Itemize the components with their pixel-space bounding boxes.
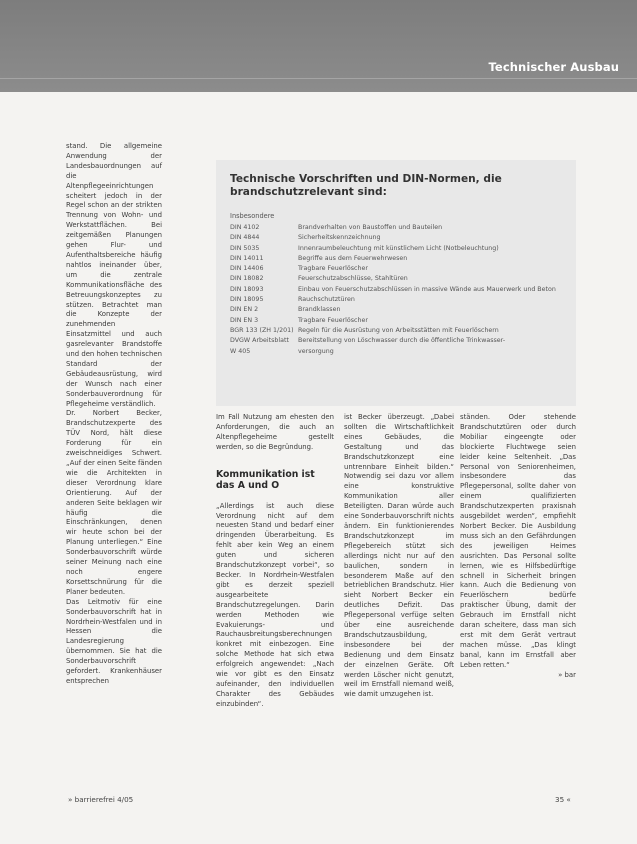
footer-publication: » barrierefrei 4/05 bbox=[68, 795, 134, 804]
paragraph: „Allerdings ist auch diese Verordnung nicht auf dem neuesten Stand und bedarf einer dringenden Überarbeitung. Es fehlt aber kein Weg an einem guten und sicheren Brandschutzkonzept vorbei“, so Becker. In Nordrhein-Westfalen gibt es derzeit speziell ausgearbeitete Brandschutzregelungen. Darin werden Methoden wie Evakuierungs- und Rauchausbreitungsberechnungen konkret mit einbezogen. Eine solche Methode hat sich etwa erfolgreich angewendet: „Nach wie vor gibt es den Einsatz aufeinander, den individuellen Charakter des Gebäudes einzubinden“. bbox=[216, 501, 334, 708]
standard-id: DVGW Arbeitsblatt bbox=[230, 337, 289, 345]
article-column-3 bbox=[344, 413, 454, 700]
standard-id: DIN EN 3 bbox=[230, 316, 259, 324]
standard-id: DIN 18082 bbox=[230, 275, 264, 283]
subheading: Kommunikation ist das A und O bbox=[216, 468, 315, 492]
standard-description: Einbau von Feuerschutzabschlüssen in massive Wände aus Mauerwerk und Beton bbox=[298, 285, 556, 293]
article-column-1 bbox=[66, 142, 162, 687]
table-row bbox=[230, 348, 570, 358]
paragraph: Das Leitmotiv für eine Sonderbauvorschrift hat in Nordrhein-Westfalen und in Hessen die Landesregierung übernommen. Sie hat die Sonderbauvorschrift gefordert. Krankenhäuser entsprechen bbox=[66, 597, 162, 685]
table-row bbox=[230, 224, 570, 234]
standard-description: Rauchschutztüren bbox=[298, 296, 355, 304]
table-row bbox=[230, 255, 570, 265]
standards-info-box bbox=[216, 160, 576, 406]
standard-id: DIN 14011 bbox=[230, 254, 264, 262]
standard-id: W 405 bbox=[230, 347, 251, 355]
table-row bbox=[230, 296, 570, 306]
continuation-mark: » bar bbox=[558, 670, 576, 679]
standard-description: Sicherheitskennzeichnung bbox=[298, 234, 381, 242]
standard-id: DIN 14406 bbox=[230, 265, 264, 273]
standard-id: DIN 5035 bbox=[230, 244, 260, 252]
standard-id: BGR 133 (ZH 1/201) bbox=[230, 326, 294, 334]
standard-description: Tragbare Feuerlöscher bbox=[298, 316, 368, 324]
standards-table bbox=[230, 224, 570, 358]
standard-description: Begriffe aus dem Feuerwehrwesen bbox=[298, 254, 408, 262]
paragraph: ständen. Oder stehende Brandschutztüren oder durch Mobiliar eingeengte oder blockierte Fluchtwege seien leider keine Seltenheit. „Das Personal von Seniorenheimen, insbesondere das Pflegepersonal, sollte daher von einem qualifizierten Brandschutzexperten praxisnah ausgebildet werden“, empfiehlt Norbert Becker. Die Ausbildung muss sich an den Gefährdungen des jeweiligen Heimes ausrichten. Das Personal sollte lernen, wie es Hilfsbedürftige schnell in Sicherheit bringen kann. Auch die Bedienung von Feuerlöschern bedürfe praktischer Übung, damit der Gebrauch im Ernstfall nicht daran scheitere, dass man sich erst mit dem Gerät vertraut machen müsse. „Das klingt banal, kann im Ernstfall aber Leben retten.“ bbox=[460, 413, 576, 669]
table-row bbox=[230, 275, 570, 285]
paragraph: stand. Die allgemeine Anwendung der Landesbauordnungen auf die Altenpflegeeinrichtungen scheitert jedoch in der Regel schon an der strikten Trennung von Wohn- und Werkstattflächen. Bei zeitgemäßen Planungen gehen Flur- und Aufenthaltsbereiche häufig nahtlos ineinander über, um die zentrale Kommunikationsfläche des Betreuungskonzeptes zu stützen. Betrachtet man die Konzepte der zunehmenden Einsatzmittel und auch gasrelevanter Brandstoffe und den hohen technischen Standard der Gebäudeausrüstung, wird der Wunsch nach einer Sonderbauverordnung für Pflegeheime verständlich. bbox=[66, 142, 162, 408]
standard-description: Innenraumbeleuchtung mit künstlichem Licht (Notbeleuchtung) bbox=[298, 244, 499, 252]
standard-id: DIN 4102 bbox=[230, 224, 260, 231]
table-row bbox=[230, 337, 570, 347]
standard-id: DIN EN 2 bbox=[230, 306, 259, 314]
table-row bbox=[230, 265, 570, 275]
article-column-2 bbox=[216, 413, 334, 710]
standard-description: versorgung bbox=[298, 347, 334, 355]
paragraph: Dr. Norbert Becker, Brandschutzexperte des TÜV Nord, hält diese Forderung für ein zweischneidiges Schwert. „Auf der einen Seite fänden wie die Architekten in dieser Verordnung klare Orientierung. Auf der anderen Seite beklagen wir häufig die Einschränkungen, denen wir heute schon bei der Planung unterliegen.“ Eine Sonderbauvorschrift würde seiner Meinung nach eine noch engere Korsettschnürung für die Planer bedeuten. bbox=[66, 409, 163, 596]
info-box-subtitle: Insbesondere bbox=[230, 212, 275, 220]
standard-description: Brandverhalten von Baustoffen und Bauteilen bbox=[298, 224, 443, 231]
article-column-4 bbox=[460, 413, 576, 680]
standard-description: Feuerschutzabschlüsse, Stahltüren bbox=[298, 275, 408, 283]
table-row bbox=[230, 306, 570, 316]
table-row bbox=[230, 327, 570, 337]
table-row bbox=[230, 245, 570, 255]
paragraph: Im Fall Nutzung am ehesten den Anforderungen, die auch an Altenpflegeheime gestellt werden, so die Begründung. bbox=[216, 413, 334, 451]
standard-id: DIN 18095 bbox=[230, 296, 264, 304]
standard-id: DIN 18093 bbox=[230, 285, 264, 293]
standard-description: Regeln für die Ausrüstung von Arbeitsstätten mit Feuerlöschern bbox=[298, 326, 499, 334]
standard-description: Bereitstellung von Löschwasser durch die öffentliche Trinkwasser- bbox=[298, 337, 506, 345]
standard-description: Tragbare Feuerlöscher bbox=[298, 265, 368, 273]
standard-description: Brandklassen bbox=[298, 306, 341, 314]
standard-id: DIN 4844 bbox=[230, 234, 260, 242]
table-row bbox=[230, 317, 570, 327]
section-title: Technischer Ausbau bbox=[488, 60, 619, 74]
table-row bbox=[230, 234, 570, 244]
paragraph: ist Becker überzeugt. „Dabei sollten die Wirtschaftlichkeit eines Gebäudes, die Gestaltung und das Brandschutzkonzept eine untrennbare Einheit bilden.“ Notwendig sei dazu vor allem eine konstruktive Kommunikation aller Beteiligten. Daran würde auch eine Sonderbauvorschrift nichts ändern. Ein funktionierendes Brandschutzkonzept im Pflegebereich stützt sich allerdings nicht nur auf den baulichen, sondern in besonderem Maße auf den betrieblichen Brandschutz. Hier sieht Norbert Becker ein deutliches Defizit. Das Pflegepersonal verfüge selten über eine ausreichende Brandschutzausbildung, insbesondere bei der Bedienung und dem Einsatz der einzelnen Geräte. Oft werden Löscher nicht genutzt, weil im Ernstfall niemand weiß, wie damit umzugehen ist. bbox=[344, 413, 454, 699]
info-box-title: Technische Vorschriften und DIN-Normen, die brandschutzrelevant sind: bbox=[230, 173, 502, 198]
header-divider bbox=[0, 78, 637, 79]
table-row bbox=[230, 286, 570, 296]
footer-page-number: 35 « bbox=[555, 795, 571, 804]
